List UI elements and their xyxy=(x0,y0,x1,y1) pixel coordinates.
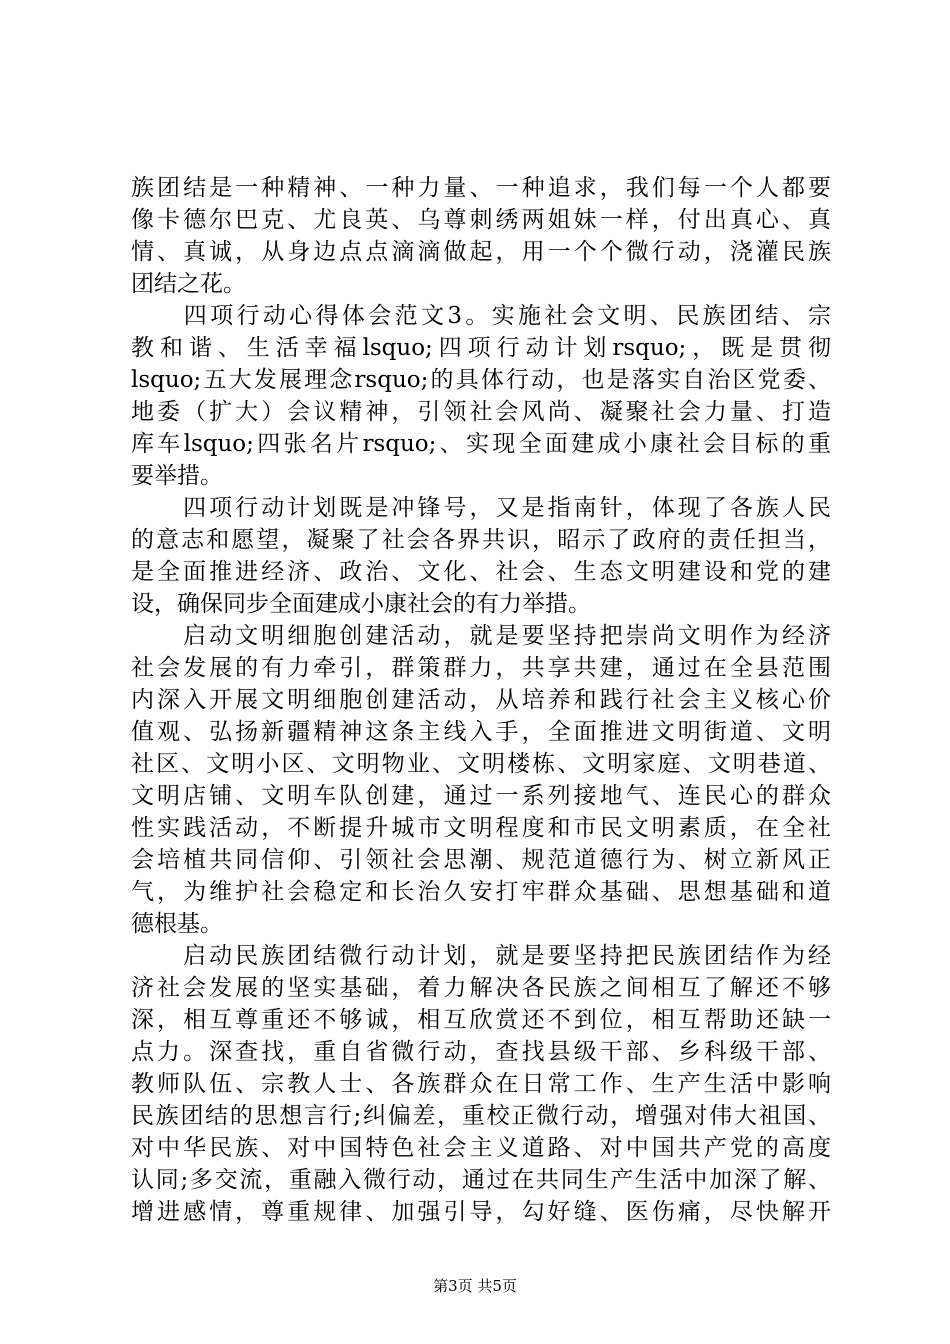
page-footer: 第3页 共5页 xyxy=(433,1277,517,1295)
text-line: lsquo;五大发展理念rsquo;的具体行动，也是落实自治区党委、 xyxy=(131,367,831,393)
text-line: 深，相互尊重还不够诚，相互欣赏还不到位，相互帮助还缺一 xyxy=(131,1007,831,1033)
text-line: 气，为维护社会稳定和长治久安打牢群众基础、思想基础和道 xyxy=(131,879,831,905)
text-line: 内深入开展文明细胞创建活动，从培养和践行社会主义核心价 xyxy=(131,687,831,713)
text-line: 文明店铺、文明车队创建，通过一系列接地气、连民心的群众 xyxy=(131,783,831,809)
text-line: 对中华民族、对中国特色社会主义道路、对中国共产党的高度 xyxy=(131,1135,831,1161)
text-line: 情、真诚，从身边点点滴滴做起，用一个个微行动，浇灌民族 xyxy=(131,239,831,265)
text-line: 德根基。 xyxy=(131,911,223,937)
text-line: 值观、弘扬新疆精神这条主线入手，全面推进文明街道、文明 xyxy=(131,719,831,745)
body-text xyxy=(131,172,831,1228)
text-line: 济社会发展的坚实基础，着力解决各民族之间相互了解还不够 xyxy=(131,975,831,1001)
text-line: 点力。深查找，重自省微行动，查找县级干部、乡科级干部、 xyxy=(131,1039,831,1065)
text-line: 要举措。 xyxy=(131,463,223,489)
text-line: 团结之花。 xyxy=(131,271,246,297)
text-line: 社会发展的有力牵引，群策群力，共享共建，通过在全县范围 xyxy=(131,655,831,681)
text-line: 地委（扩大）会议精神，引领社会风尚、凝聚社会力量、打造 xyxy=(131,399,831,425)
text-line: 性实践活动，不断提升城市文明程度和市民文明素质，在全社 xyxy=(131,815,831,841)
text-line: 教师队伍、宗教人士、各族群众在日常工作、生产生活中影响 xyxy=(131,1071,831,1097)
text-line: 是全面推进经济、政治、文化、社会、生态文明建设和党的建 xyxy=(131,559,831,585)
text-line: 的意志和愿望，凝聚了社会各界共识，昭示了政府的责任担当， xyxy=(131,527,831,553)
text-line: 设，确保同步全面建成小康社会的有力举措。 xyxy=(131,591,591,617)
text-line: 像卡德尔巴克、尤良英、乌尊刺绣两姐妹一样，付出真心、真 xyxy=(131,207,831,233)
text-line: 会培植共同信仰、引领社会思潮、规范道德行为、树立新风正 xyxy=(131,847,831,873)
text-line: 四项行动计划既是冲锋号，又是指南针，体现了各族人民 xyxy=(131,495,831,521)
text-line: 增进感情，尊重规律、加强引导，勾好缝、医伤痛，尽快解开 xyxy=(131,1199,831,1225)
text-line: 启动民族团结微行动计划，就是要坚持把民族团结作为经 xyxy=(131,943,831,969)
text-line: 教和谐、生活幸福lsquo;四项行动计划rsquo;，既是贯彻 xyxy=(131,335,831,361)
text-line: 四项行动心得体会范文3。实施社会文明、民族团结、宗 xyxy=(131,303,831,329)
text-line: 库车lsquo;四张名片rsquo;、实现全面建成小康社会目标的重 xyxy=(131,431,831,457)
text-line: 社区、文明小区、文明物业、文明楼栋、文明家庭、文明巷道、 xyxy=(131,751,831,777)
text-line: 认同;多交流，重融入微行动，通过在共同生产生活中加深了解、 xyxy=(131,1167,831,1193)
text-line: 族团结是一种精神、一种力量、一种追求，我们每一个人都要 xyxy=(131,175,831,201)
text-line: 启动文明细胞创建活动，就是要坚持把崇尚文明作为经济 xyxy=(131,623,831,649)
text-line: 民族团结的思想言行;纠偏差，重校正微行动，增强对伟大祖国、 xyxy=(131,1103,831,1129)
